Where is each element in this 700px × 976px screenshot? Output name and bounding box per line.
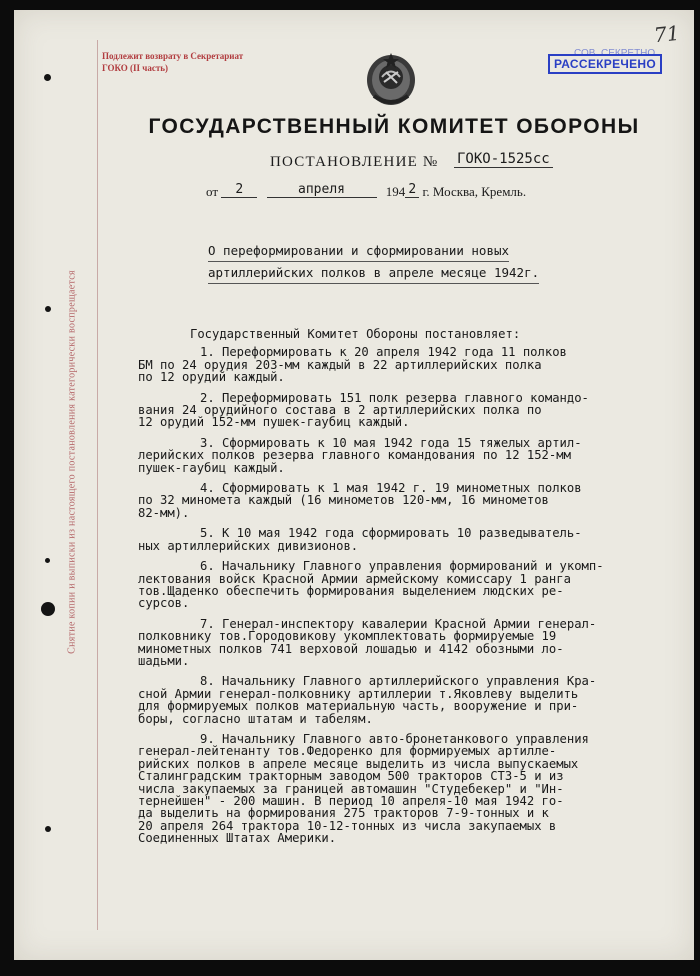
paragraph-line: Сталинградским тракторным заводом 500 тракторов СТЗ-5 и из <box>138 769 564 784</box>
return-note-line: Подлежит возврату в Секретариат <box>102 51 244 61</box>
paragraph <box>138 733 668 845</box>
paragraph-line: сурсов. <box>138 596 190 611</box>
state-emblem-icon <box>364 50 418 108</box>
punch-hole <box>45 826 51 832</box>
paragraph-line: да выделить на формирования 275 тракторов 7-9-тонных и к <box>138 806 549 821</box>
date-day: 2 <box>221 182 257 198</box>
paragraph-line: 82-мм). <box>138 505 190 520</box>
paragraph-line: 9. Начальнику Главного авто-бронетанкового управления <box>200 731 589 746</box>
document-number: ГОКО-1525сс <box>454 151 553 168</box>
paragraph-line: 3. Сформировать к 10 мая 1942 года 15 тяжелых артил- <box>200 435 582 450</box>
declassified-stamp: РАССЕКРЕЧЕНО <box>548 54 662 74</box>
margin-rule <box>97 40 98 930</box>
paragraph-line: по 12 орудий каждый. <box>138 370 285 385</box>
paragraph <box>138 618 668 668</box>
document-type: ПОСТАНОВЛЕНИЕ № <box>270 154 439 170</box>
punch-hole <box>45 558 50 563</box>
margin-warning-note: Снятие копии и выписки из настоящего постановления категорически воспрещается <box>66 270 78 654</box>
punch-hole <box>45 306 51 312</box>
date-suffix: г. Москва, Кремль. <box>422 184 527 199</box>
subject-line: артиллерийских полков в апреле месяце 1942г. <box>208 262 539 284</box>
paragraph-line: шадьми. <box>138 653 190 668</box>
paragraph-line: числа закупаемых за границей автомашин "Студебекер" и "Ин- <box>138 781 564 796</box>
paragraph-line: пушек-гаубиц каждый. <box>138 460 285 475</box>
date-year-digit: 2 <box>405 182 419 198</box>
date-month: апреля <box>267 182 377 198</box>
document-page <box>14 10 694 960</box>
page-number: 71 <box>652 20 681 48</box>
paragraph-line: 7. Генерал-инспектору кавалерии Красной Армии генерал- <box>200 616 597 631</box>
paragraph-line: вания 24 орудийного состава в 2 артиллерийских полка по <box>138 403 542 418</box>
date-line <box>206 184 526 201</box>
return-note-line: ГОКО (II часть) <box>102 63 169 73</box>
paragraph-line: сной Армии генерал-полковнику артиллерии т.Яковлеву выделить <box>138 686 579 701</box>
paragraph-line: лерийских полков резерва главного командования по 12 152-мм <box>138 448 571 463</box>
paragraph-line: лектования войск Красной Армии армейскому комиссару 1 ранга <box>138 571 571 586</box>
paragraph-line: тернейшен" - 200 машин. В период 10 апреля-10 мая 1942 го- <box>138 794 564 808</box>
paragraph-line: 8. Начальнику Главного артиллерийского управления Кра- <box>200 674 597 689</box>
paragraph <box>138 527 668 552</box>
paragraph <box>138 346 668 383</box>
crossed-secret-stamp: СОВ. СЕКРЕТНО <box>574 48 656 59</box>
paragraph-line: 4. Сформировать к 1 мая 1942 г. 19 минометных полков <box>200 481 582 496</box>
document-subject <box>208 240 539 284</box>
paragraph-line: 2. Переформировать 151 полк резерва главного командо- <box>200 390 589 405</box>
preamble: Государственный Комитет Обороны постановляет: <box>190 327 521 341</box>
paragraph <box>138 392 668 429</box>
paragraph <box>138 482 668 519</box>
paragraph-line: 12 орудий 152-мм пушек-гаубиц каждый. <box>138 415 410 430</box>
paragraph-line: боры, согласно штатам и табелям. <box>138 711 373 726</box>
paragraph-list <box>138 346 668 844</box>
return-note <box>102 50 243 74</box>
paragraph-line: 5. К 10 мая 1942 года сформировать 10 разведыватель- <box>200 526 582 541</box>
paragraph-line: тов.Щаденко обеспечить формирования выделением людских ре- <box>138 583 564 598</box>
organization-title: ГОСУДАРСТВЕННЫЙ КОМИТЕТ ОБОРОНЫ <box>148 115 640 138</box>
paragraph-line: генерал-лейтенанту тов.Федоренко для формируемых артилле- <box>138 744 557 759</box>
paragraph <box>138 675 668 725</box>
paragraph-line: БМ по 24 орудия 203-мм каждый в 22 артиллерийских полка <box>138 357 542 372</box>
paragraph-line: 6. Начальнику Главного управления формирований и укомп- <box>200 559 604 574</box>
paragraph-line: рийских полков в апреле месяце выделить из числа выпускаемых <box>138 756 579 771</box>
paragraph-line: Соединенных Штатах Америки. <box>138 831 337 846</box>
punch-hole <box>44 74 51 81</box>
punch-hole <box>41 602 55 616</box>
paragraph <box>138 560 668 610</box>
paragraph-line: полковнику тов.Городовикову укомплектовать формируемые 19 <box>138 629 557 644</box>
paragraph-line: 1. Переформировать к 20 апреля 1942 года 11 полков <box>200 345 567 360</box>
date-year-prefix: 194 <box>385 184 406 199</box>
subject-line: О переформировании и сформировании новых <box>208 240 509 262</box>
document-body <box>138 328 668 853</box>
paragraph-line: 20 апреля 264 трактора 10-12-тонных из числа закупаемых в <box>138 818 557 833</box>
date-year <box>386 184 420 199</box>
paragraph-line: минометных полков 741 верховой лошадью и 4142 обозными ло- <box>138 641 564 656</box>
paragraph-line: для формируемых полков материальную часть, вооружение и при- <box>138 699 579 714</box>
paragraph-line: ных артиллерийских дивизионов. <box>138 538 359 553</box>
date-prefix: от <box>206 184 219 199</box>
paragraph <box>138 437 668 474</box>
paragraph-line: по 32 миномета каждый (16 минометов 120-мм, 16 минометов <box>138 493 549 508</box>
